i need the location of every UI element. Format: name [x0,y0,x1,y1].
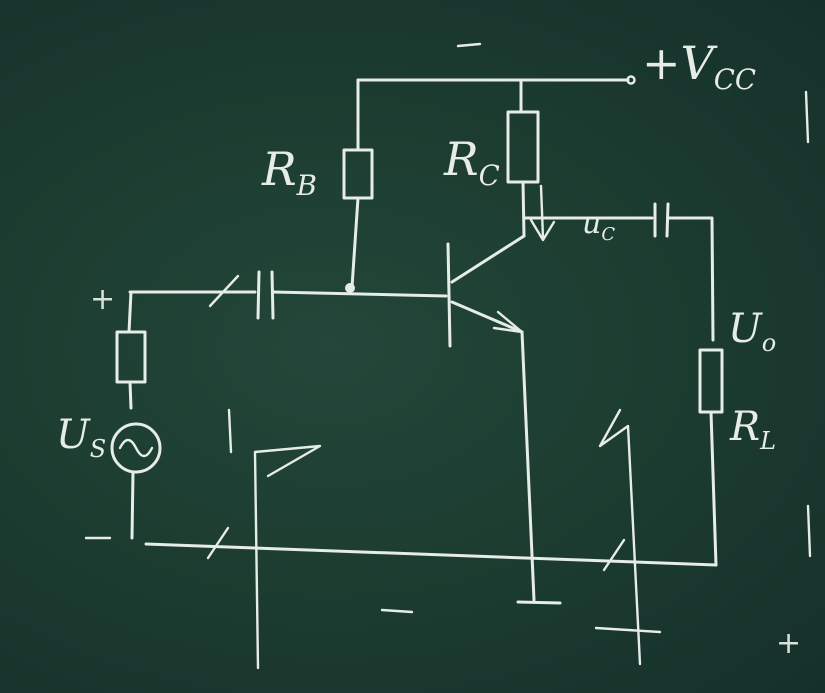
vcc-terminal [628,77,635,84]
chalk-dash-bottom [382,610,412,612]
rc-label [444,132,500,192]
source-wire-mid [130,382,131,408]
uo-label-sub: o [761,329,777,357]
us-label-sub: S [89,435,107,463]
output-loop-arrow [600,410,640,664]
rl-label-sub: L [760,427,777,455]
ground-rail-tick-right [604,540,624,570]
rl-label-main: R [730,404,761,450]
rb-label-sub: B [296,169,317,203]
rb-label-main: R [262,142,297,196]
ic-label-sub: C [601,224,616,245]
input-plus-sign: + [90,282,116,317]
vcc-label [642,36,756,96]
transistor-base-bar [448,244,450,346]
ic-label-main: u [582,206,602,241]
ic-arrow [531,186,554,240]
rl-label [730,404,776,455]
rb-label [262,142,317,202]
us-label-main: U [56,412,90,458]
chalk-dash-top [458,44,480,46]
output-plus-sign: + [776,626,802,661]
coupling-cap-c1-a [258,272,259,318]
ground-symbol [518,602,560,603]
rl-wire-bottom [711,412,716,565]
input-loop-arrow [255,446,320,668]
chalk-dash-bottom2 [596,628,660,632]
rb-wire-bottom [352,198,358,287]
rc-label-main: R [444,132,479,186]
output-wire [668,218,713,340]
transistor-collector-leg [452,236,524,282]
vcc-label-main: +V [642,36,714,90]
rc-wire-bottom [523,182,524,236]
base-wire [273,292,446,296]
ground-rail [146,544,716,565]
coupling-cap-c2-b [667,204,668,236]
emitter-wire [522,332,534,600]
us-label [56,412,106,463]
source-resistor [117,332,145,382]
ac-source-wave [120,440,152,456]
source-wire-bottom [132,472,133,538]
rl-resistor [700,350,722,412]
ic-label [582,206,615,245]
base-node [345,283,355,293]
transistor-emitter-leg [452,302,522,332]
chalk-mark-right2 [808,506,810,556]
uo-label [728,306,776,357]
vcc-label-sub: CC [713,63,756,97]
rc-label-sub: C [478,159,500,193]
chalk-mark-right [806,92,808,142]
coupling-cap-c1-b [272,272,273,318]
uo-label-main: U [728,306,762,352]
rb-resistor [344,150,372,198]
rc-resistor [508,112,538,182]
ground-rail-tick-left [208,528,228,558]
input-loop-mark [229,410,231,452]
source-wire-top [129,292,131,332]
